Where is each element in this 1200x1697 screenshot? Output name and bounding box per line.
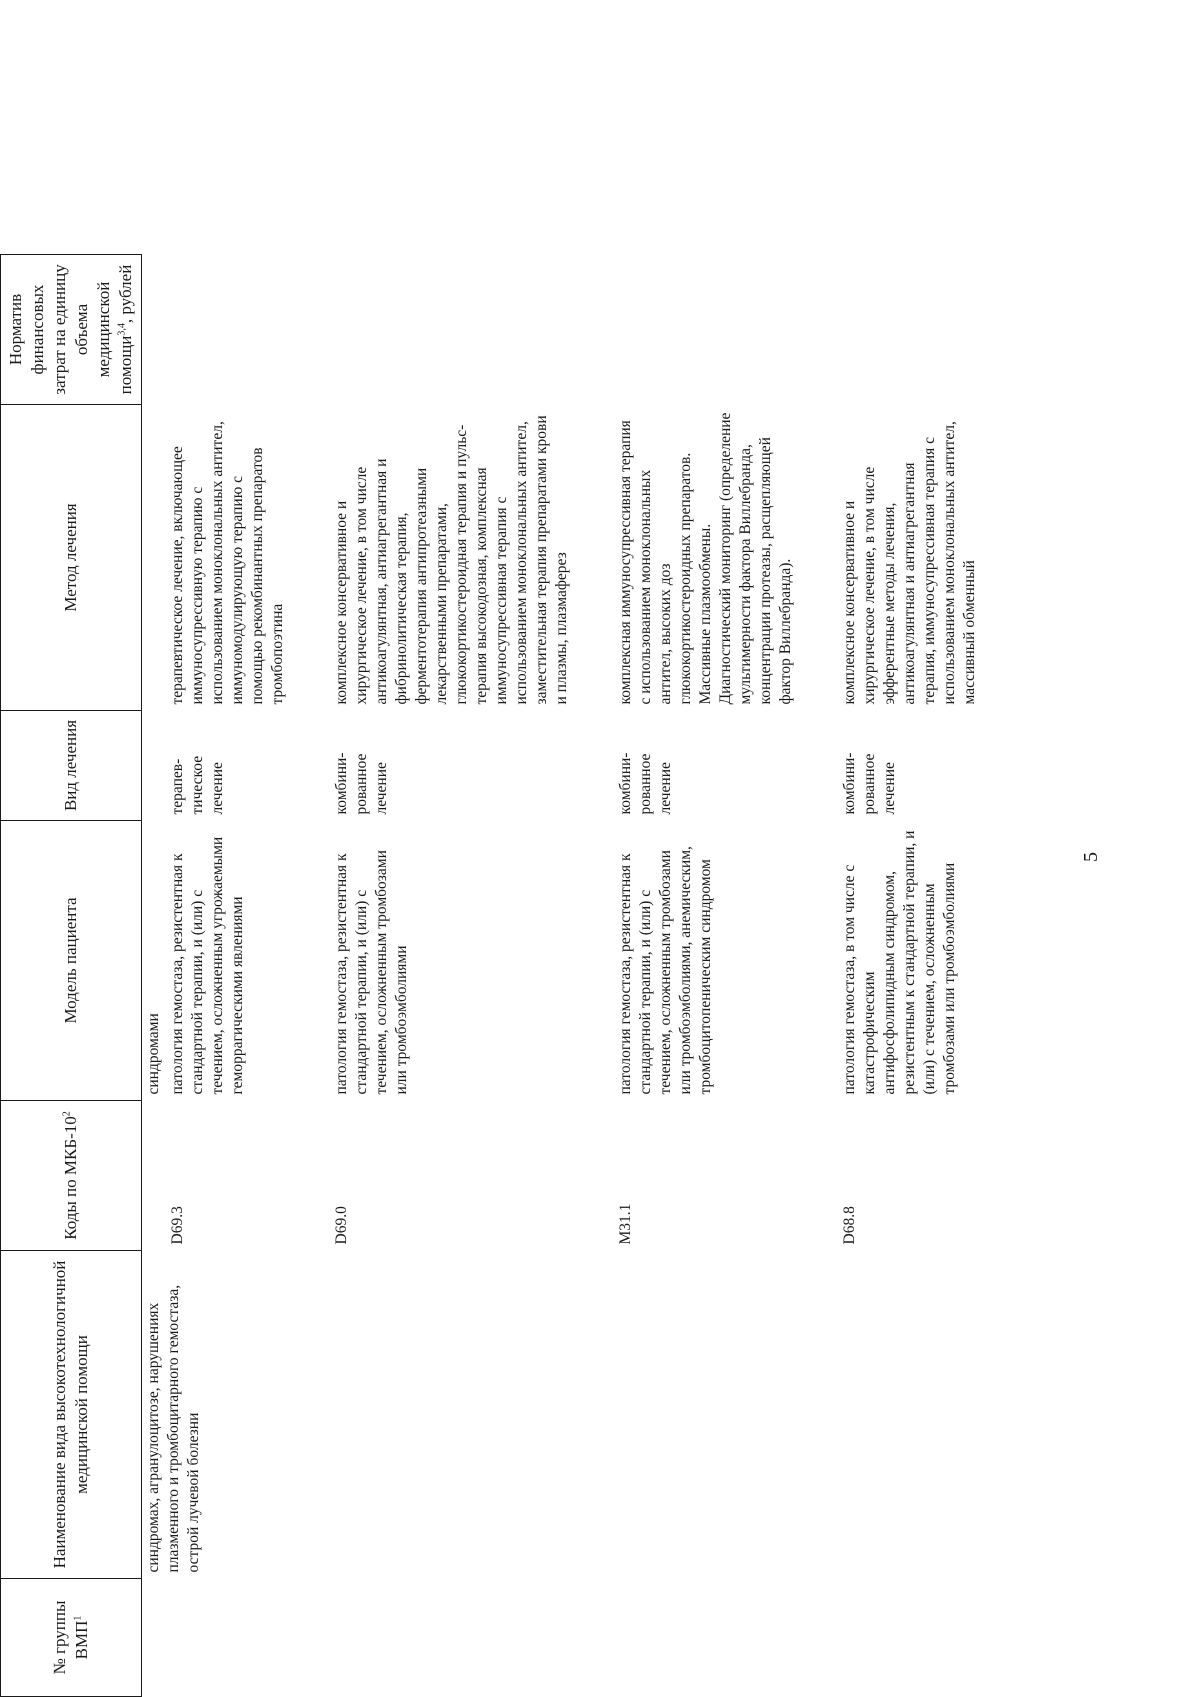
code-cell <box>142 1101 167 1251</box>
continuation-row <box>142 255 167 1697</box>
type-cell <box>142 711 167 821</box>
cost-cell <box>142 255 167 405</box>
code-cell: M31.1 <box>617 1203 634 1245</box>
model-cell: патология гемостаза, резистентная к стандартной терапии, и (или) с течением, осложненным тромбозами или тромбоэмболиями, анемическим, тромбоцитопеническим синдромом <box>617 846 714 1095</box>
method-cell: комплексная иммуносупрессивная терапия с использованием моноклональных антител, высоких доз глюкокортикостероидных препаратов. Массивные плазмообмены. Диагностический мониторинг (определение мультимерности фактора Виллебранда, концентрации протеазы, расщепляющей фактор Виллебранда). <box>617 412 794 705</box>
vmp-table <box>0 254 982 1697</box>
vmp-name-cell: синдромах, агранулоцитозе, нарушениях плазменного и тромбоцитарного гемостаза, острой лучевой болезни <box>145 1284 202 1573</box>
model-cell: синдромами <box>145 1013 162 1095</box>
table-row <box>838 255 982 1697</box>
method-cell: терапевтическое лечение, включающее иммуносупрессивную терапию с использованием моноклональных антител, иммуномодулирующую терапию с помощью рекомбинантных препаратов тромбопоэтина <box>169 421 286 705</box>
type-cell: комбини-рованное лечение <box>617 752 674 815</box>
header-model: Модель пациента <box>1 821 142 1101</box>
model-cell: патология гемостаза, резистентная к стандартной терапии, и (или) с течением, осложненным тромбозами или тромбоэмболиями <box>333 850 410 1095</box>
method-cell: комплексное консервативное и хирургическое лечение, в том числе антикоагулянтная, антиагрегантная и фибринолитическая терапия, ферментотерапия антипротеазными лекарственными препаратами, глюкокортикостероидная терапия и пульс-терапия высокодозная, комплексная иммуносупрессивная терапия с использованием моноклональных антител, заместительная терапия препаратами крови и плазмы, плазмаферез <box>333 415 570 705</box>
table-row <box>614 255 798 1697</box>
type-cell: комбини-рованное лечение <box>841 752 898 815</box>
header-name: Наименование вида высокотехнологичной медицинской помощи <box>1 1251 142 1579</box>
type-cell: терапев-тическое лечение <box>169 755 226 815</box>
header-group-no: № группы ВМП$^1$ <box>1 1579 142 1697</box>
method-cell: комплексное консервативное и хирургическое лечение, в том числе эфферентные методы лечения, антикоагулянтная и антиагрегантная терапия, иммуносупрессивная терапия с использованием моноклональных антител, массивный обменный <box>841 421 978 705</box>
code-cell: D69.3 <box>169 1206 186 1245</box>
code-cell: D69.0 <box>333 1206 350 1245</box>
method-cell <box>142 405 167 711</box>
model-cell: патология гемостаза, в том числе с катастрофическим антифосфолипидным синдромом, резистентным к стандартной терапии, и (или) с течением, осложненным тромбозами или тромбоэмболиями <box>841 830 958 1095</box>
header-method: Метод лечения <box>1 405 142 711</box>
header-cost: Норматив финансовых затрат на единицу объема медицинской помощи$^{3,4}$, рублей <box>1 255 142 405</box>
code-cell: D68.8 <box>841 1206 858 1245</box>
table-row <box>330 255 574 1697</box>
page-number: 5 <box>1080 852 1102 862</box>
header-treatment-type: Вид лечения <box>1 711 142 821</box>
type-cell: комбини-рованное лечение <box>333 752 390 815</box>
group-no-cell <box>142 1579 167 1697</box>
model-cell: патология гемостаза, резистентная к стандартной терапии, и (или) с течением, осложненным угрожаемыми геморрагическими явлениями <box>169 836 246 1095</box>
header-codes: Коды по МКБ-$10^2$ <box>1 1101 142 1251</box>
table-header-row <box>1 255 142 1697</box>
